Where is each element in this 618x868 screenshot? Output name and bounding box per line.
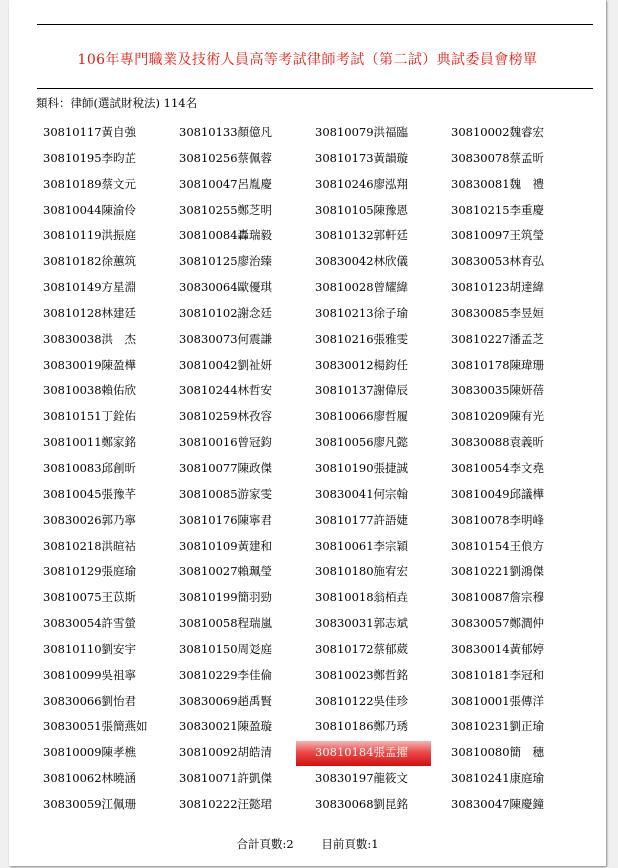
roster-entry: 30810027賴珮瑩 <box>179 564 273 579</box>
roster-entry: 30810045張豫芊 <box>43 486 137 501</box>
roster-entry: 30810189蔡文元 <box>43 176 137 191</box>
roster-entry: 30830066劉怡君 <box>43 693 137 708</box>
roster-grid <box>43 120 587 818</box>
roster-entry: 30810042劉祉妍 <box>179 357 273 372</box>
roster-entry: 30810213徐子瑜 <box>315 305 409 320</box>
roster-entry: 30810256蔡佩蓉 <box>179 150 273 165</box>
roster-entry: 30810016曾冠鈞 <box>179 435 273 450</box>
roster-entry: 30830051張簡燕如 <box>43 719 148 734</box>
roster-entry: 30830088袁義昕 <box>451 435 545 450</box>
roster-entry: 30810216張雅雯 <box>315 331 409 346</box>
roster-entry: 30810186鄭乃琇 <box>315 719 409 734</box>
roster-entry: 30810195李昀芷 <box>43 150 137 165</box>
roster-entry: 30810084轟瑞毅 <box>179 228 273 243</box>
roster-entry: 30810209陳有光 <box>451 409 545 424</box>
roster-entry: 30810173黃韻璇 <box>315 150 409 165</box>
roster-entry: 30810058程瑞嵐 <box>179 616 273 631</box>
roster-entry: 30830041何宗翰 <box>315 486 409 501</box>
roster-entry: 30810176陳寧君 <box>179 512 273 527</box>
roster-entry: 30810078李明峰 <box>451 512 545 527</box>
roster-entry-highlighted: 30810184張孟擢 <box>315 740 451 766</box>
roster-entry: 30830085李昱姮 <box>451 305 545 320</box>
category-label: 類科：律師(選試財稅法) 114名 <box>36 96 198 110</box>
roster-entry: 30810137謝偉辰 <box>315 383 409 398</box>
roster-entry: 30830026郭乃寧 <box>43 512 137 527</box>
roster-entry: 30810083邱創昕 <box>43 460 137 475</box>
roster-entry: 30810018翁栢垚 <box>315 590 409 605</box>
roster-entry: 30830042林欣儀 <box>315 254 409 269</box>
total-pages: 合計頁數:2 <box>236 837 294 851</box>
roster-entry: 30810172蔡郁葳 <box>315 641 409 656</box>
roster-entry: 30810077陳政傑 <box>179 460 273 475</box>
roster-entry: 30810259林孜容 <box>179 409 273 424</box>
roster-entry: 30830064歐優琪 <box>179 280 273 295</box>
roster-entry: 30810222汪懿珺 <box>179 796 273 811</box>
roster-entry: 30810125廖治臻 <box>179 254 273 269</box>
roster-entry: 30810044陳渝伶 <box>43 202 137 217</box>
roster-entry: 30810054李文堯 <box>451 460 545 475</box>
page-title: 106年專門職業及技術人員高等考試律師考試（第二試）典試委員會榜單 <box>77 52 538 68</box>
roster-entry: 30830197龍筱文 <box>315 771 409 786</box>
roster-entry: 30810218洪暄祜 <box>43 538 137 553</box>
roster-entry: 30830068劉昆銘 <box>315 796 409 811</box>
roster-entry: 30810109黃建和 <box>179 538 273 553</box>
roster-entry: 30810079洪福臨 <box>315 125 409 139</box>
roster-entry: 30810085游家雯 <box>179 486 273 501</box>
roster-entry: 30810150周彣庭 <box>179 641 273 656</box>
roster-entry: 30810002魏睿宏 <box>451 125 545 139</box>
roster-entry: 30810181李冠和 <box>451 667 545 682</box>
roster-entry: 30810087詹宗穆 <box>451 590 545 605</box>
roster-entry: 30810229李佳倫 <box>179 667 273 682</box>
header-rule <box>37 88 593 89</box>
roster-entry: 30810199簡羽勁 <box>179 590 273 605</box>
roster-entry: 30830021陳盈璇 <box>179 719 273 734</box>
roster-entry: 30810227潘孟芝 <box>451 331 545 346</box>
roster-entry: 30810001張傳洋 <box>451 693 545 708</box>
roster-entry: 30810105陳豫恩 <box>315 202 409 217</box>
roster-entry: 30810190張捷誠 <box>315 460 409 475</box>
roster-entry: 30810182徐蕙筑 <box>43 254 137 269</box>
roster-entry: 30810241康庭瑜 <box>451 771 545 786</box>
roster-entry: 30810075王苡斯 <box>43 590 137 605</box>
roster-entry: 30830073何震謙 <box>179 331 273 346</box>
roster-entry: 30830035陳妍蓓 <box>451 383 545 398</box>
roster-entry: 30810133顏億凡 <box>179 125 273 139</box>
roster-entry: 30830054許雪螢 <box>43 616 137 631</box>
roster-entry: 30810177許語婕 <box>315 512 409 527</box>
roster-entry: 30810049邱議樺 <box>451 486 545 501</box>
roster-entry: 30810122吳佳珍 <box>315 693 409 708</box>
roster-entry: 30810246廖泓翔 <box>315 176 409 191</box>
roster-entry: 30810066廖哲履 <box>315 409 409 424</box>
roster-entry: 30810221劉鴻傑 <box>451 564 545 579</box>
roster-entry: 30830057鄭澗仲 <box>451 616 545 631</box>
roster-entry: 30810178陳瑋珊 <box>451 357 545 372</box>
roster-entry: 30810080簡 穗 <box>451 745 545 760</box>
roster-entry: 30810129張庭瑜 <box>43 564 137 579</box>
roster-entry: 30830069趙禹賢 <box>179 693 273 708</box>
roster-entry: 30810023鄭哲銘 <box>315 667 409 682</box>
current-page: 目前頁數:1 <box>321 837 379 851</box>
roster-entry: 30810119洪振庭 <box>43 228 137 243</box>
roster-entry: 30810092胡皓清 <box>179 745 273 760</box>
roster-entry: 30830019陳盈樺 <box>43 357 137 372</box>
roster-entry: 30810099吳祖寧 <box>43 667 137 682</box>
roster-entry: 30810047呂胤慶 <box>179 176 273 191</box>
roster-entry: 30830053林育弘 <box>451 254 545 269</box>
roster-entry: 30810255鄭芝明 <box>179 202 273 217</box>
roster-entry: 30830012楊鈞任 <box>315 357 409 372</box>
roster-entry: 30830081魏 禮 <box>451 176 545 191</box>
roster-entry: 30810056廖凡懿 <box>315 435 409 450</box>
top-rule <box>37 24 593 25</box>
roster-entry: 30830047陳慶鐘 <box>451 796 545 811</box>
roster-entry: 30830059江佩珊 <box>43 796 137 811</box>
roster-entry: 30830038洪 杰 <box>43 331 137 346</box>
roster-entry: 30810011鄭家銘 <box>43 435 137 450</box>
roster-entry: 30810244林哲安 <box>179 383 273 398</box>
roster-entry: 30810062林曉涵 <box>43 771 137 786</box>
roster-entry: 30810149方星淵 <box>43 280 137 295</box>
roster-entry: 30810132郭軒廷 <box>315 228 409 243</box>
roster-entry: 30810009陳孝樵 <box>43 745 137 760</box>
roster-entry: 30810038賴佑欣 <box>43 383 137 398</box>
roster-entry: 30810180施宥宏 <box>315 564 409 579</box>
roster-entry: 30810128林建廷 <box>43 305 137 320</box>
roster-entry: 30810123胡達緯 <box>451 280 545 295</box>
roster-entry: 30830014黃郁婷 <box>451 641 545 656</box>
roster-entry: 30810097王筑瑩 <box>451 228 545 243</box>
roster-entry: 30830078蔡孟昕 <box>451 150 545 165</box>
roster-entry: 30810215李重慶 <box>451 202 545 217</box>
roster-entry: 30810154王俍方 <box>451 538 545 553</box>
roster-entry: 30810151丁銓佑 <box>43 409 137 424</box>
roster-entry: 30810117黃自強 <box>43 125 137 139</box>
roster-entry: 30810110劉安宇 <box>43 641 137 656</box>
roster-entry: 30810028曾耀緯 <box>315 280 409 295</box>
roster-entry: 30810071許凱傑 <box>179 771 273 786</box>
roster-entry: 30810061李宗穎 <box>315 538 409 553</box>
document-page <box>9 0 606 866</box>
page-footer <box>9 836 606 852</box>
roster-entry: 30830031郭志斌 <box>315 616 409 631</box>
roster-entry: 30810231劉正瑜 <box>451 719 545 734</box>
roster-entry: 30810102謝念廷 <box>179 305 273 320</box>
